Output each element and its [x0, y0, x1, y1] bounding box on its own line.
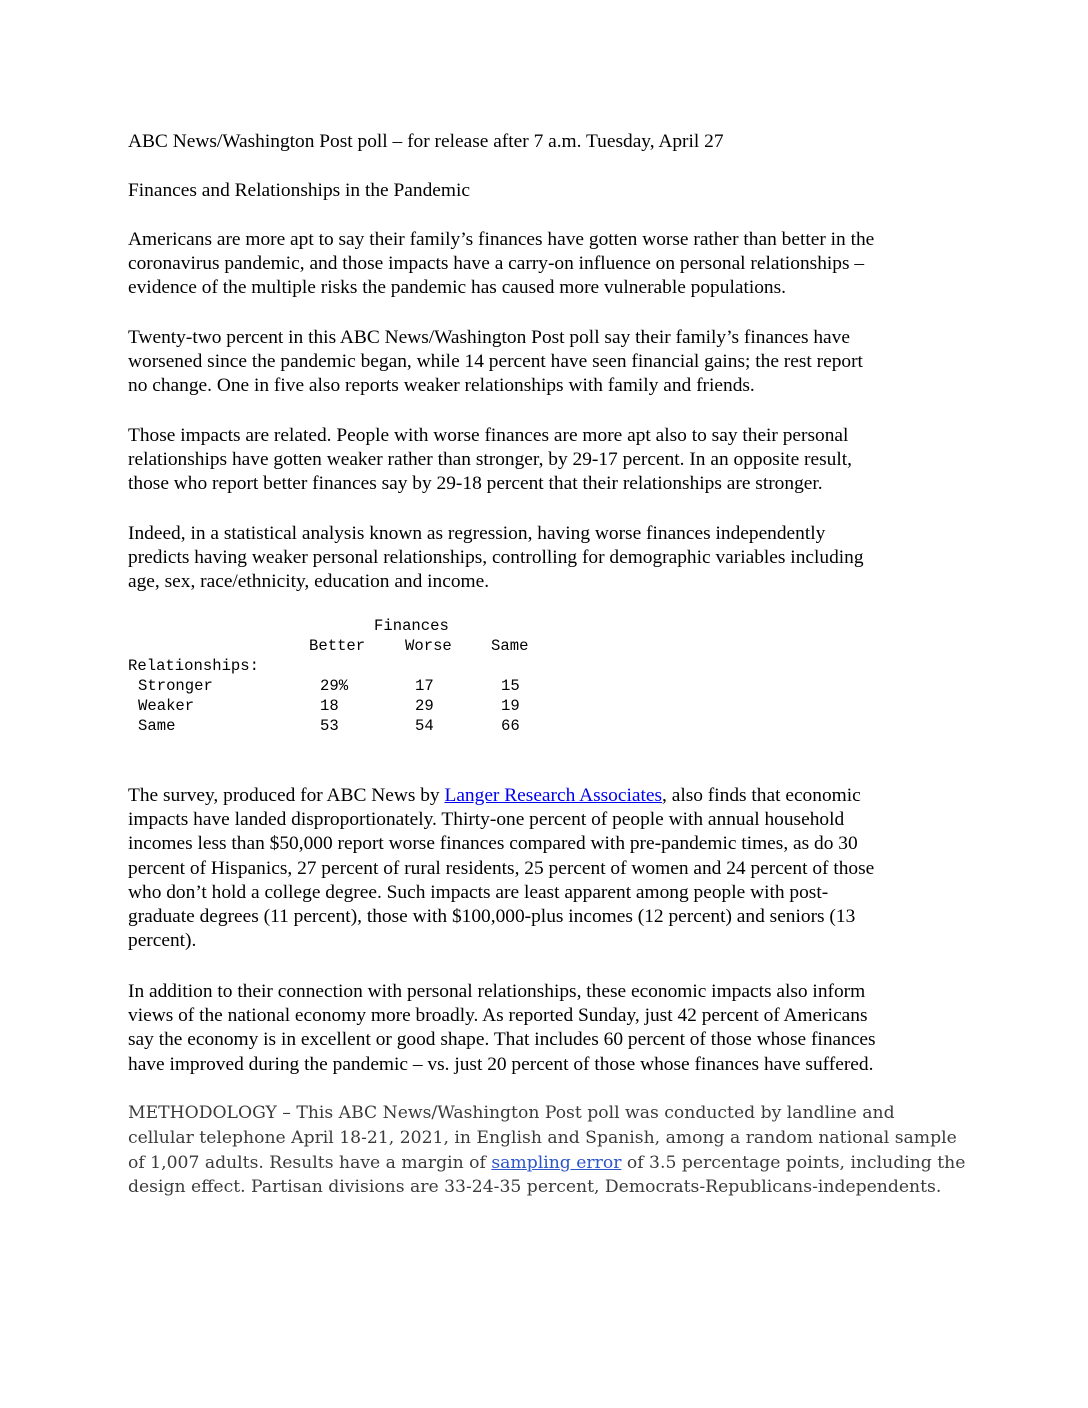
table-cell: 29%	[320, 677, 349, 695]
paragraph-line: Those impacts are related. People with worse finances are more apt also to say their personal	[128, 425, 849, 446]
table-cell: 53	[320, 717, 339, 735]
paragraph-line: predicts having weaker personal relationships, controlling for demographic variables including	[128, 547, 864, 569]
table-column-header: Same	[491, 637, 529, 655]
paragraph-line: percent).	[128, 930, 197, 952]
table-cell: 29	[415, 697, 434, 715]
table-row-label: Stronger	[138, 677, 213, 695]
methodology-line: cellular telephone April 18-21, 2021, in English and Spanish, among a random national sample	[128, 1127, 957, 1148]
paragraph-line: In addition to their connection with personal relationships, these economic impacts also inform	[128, 981, 866, 1002]
paragraph-line: Twenty-two percent in this ABC News/Washington Post poll say their family’s finances have	[128, 327, 850, 348]
paragraph-line: no change. One in five also reports weaker relationships with family and friends.	[128, 375, 755, 397]
release-line: ABC News/Washington Post poll – for release after 7 a.m. Tuesday, April 27	[128, 131, 724, 152]
paragraph-line: coronavirus pandemic, and those impacts have a carry-on influence on personal relationships –	[128, 253, 865, 275]
table-cell: 54	[415, 717, 434, 735]
crosstab-table	[128, 616, 548, 741]
table-row-group-label: Relationships:	[128, 657, 260, 675]
paragraph-line: incomes less than $50,000 report worse finances compared with pre-pandemic times, as do 30	[128, 833, 858, 855]
methodology-line: design effect. Partisan divisions are 33-24-35 percent, Democrats-Republicans-independents.	[128, 1177, 942, 1198]
paragraph-line	[128, 784, 968, 808]
paragraph-line: relationships have gotten weaker rather than stronger, by 29-17 percent. In an opposite result,	[128, 449, 852, 471]
paragraph-line: have improved during the pandemic – vs. just 20 percent of those whose finances have suffered.	[128, 1053, 874, 1075]
table-cell: 66	[501, 717, 520, 735]
paragraph-line: views of the national economy more broadly. As reported Sunday, just 42 percent of Americans	[128, 1005, 868, 1027]
paragraph-intro	[128, 228, 968, 301]
paragraph-regression	[128, 522, 968, 595]
paragraph-line: Americans are more apt to say their family’s finances have gotten worse rather than better in the	[128, 229, 875, 250]
sampling-error-link[interactable]: sampling error	[491, 1152, 622, 1173]
paragraph-finances	[128, 326, 968, 399]
table-cell: 18	[320, 697, 339, 715]
paragraph-line: who don’t hold a college degree. Such impacts are least apparent among people with post-	[128, 881, 829, 903]
methodology-line	[128, 1151, 968, 1176]
table-cell: 15	[501, 677, 520, 695]
table-cell: 19	[501, 697, 520, 715]
page-title: Finances and Relationships in the Pandemic	[128, 180, 470, 201]
table-cell: 17	[415, 677, 434, 695]
table-column-header: Worse	[405, 637, 452, 655]
text-run: of 1,007 adults. Results have a margin of	[128, 1152, 492, 1173]
paragraph-line: worsened since the pandemic began, while 14 percent have seen financial gains; the rest report	[128, 351, 863, 373]
paragraph-impacts	[128, 424, 968, 497]
paragraph-line: those who report better finances say by 29-18 percent that their relationships are stronger.	[128, 473, 823, 495]
paragraph-line: impacts have landed disproportionately. Thirty-one percent of people with annual household	[128, 809, 845, 831]
paragraph-line: Indeed, in a statistical analysis known as regression, having worse finances independently	[128, 523, 826, 544]
table-column-header: Better	[309, 637, 366, 655]
paragraph-line: say the economy is in excellent or good shape. That includes 60 percent of those whose finances	[128, 1029, 876, 1051]
methodology-line: METHODOLOGY – This ABC News/Washington Post poll was conducted by landline and	[128, 1103, 895, 1123]
paragraph-line: evidence of the multiple risks the pandemic has caused more vulnerable populations.	[128, 277, 787, 299]
paragraph-economy	[128, 980, 968, 1077]
langer-research-link[interactable]: Langer Research Associates	[444, 785, 663, 806]
paragraph-survey	[128, 784, 968, 953]
text-run: of 3.5 percentage points, including the	[621, 1152, 966, 1173]
table-group-header: Finances	[374, 617, 449, 635]
paragraph-line: graduate degrees (11 percent), those with $100,000-plus incomes (12 percent) and seniors (13	[128, 906, 856, 928]
paragraph-line: age, sex, race/ethnicity, education and income.	[128, 571, 490, 593]
table-row-label: Weaker	[138, 697, 195, 715]
paragraph-line: percent of Hispanics, 27 percent of rural residents, 25 percent of women and 24 percent of those	[128, 857, 875, 879]
table-row-label: Same	[138, 717, 176, 735]
text-run: The survey, produced for ABC News by	[128, 785, 445, 806]
text-run: , also finds that economic	[662, 785, 861, 806]
methodology-section	[128, 1101, 968, 1200]
